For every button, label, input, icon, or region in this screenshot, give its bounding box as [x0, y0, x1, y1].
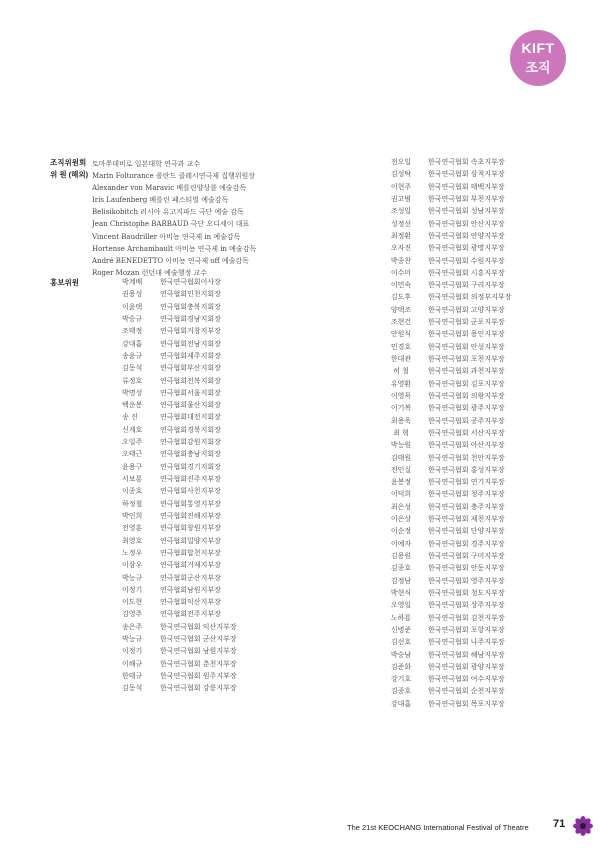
member-name: 민경호: [390, 342, 412, 351]
member-name: 박종찬: [390, 256, 412, 265]
member-name: 김종호: [390, 687, 412, 696]
member-role: 한국연극협회 공주지부장: [428, 416, 505, 425]
section-label-committee: 조직위원회: [50, 158, 87, 167]
member-name: 권용성: [122, 290, 143, 299]
member-role: 한국연극협회 포천지부장: [428, 355, 505, 363]
member-role: 한국연극협회이사장: [160, 278, 221, 286]
kift-badge: [510, 30, 566, 86]
member-role: 한국연극협회 남원지부장: [160, 647, 237, 656]
member-role: 한국연극협회 충주지부장: [428, 502, 505, 511]
member-role: 한국연극협회 김천지부장: [428, 613, 505, 622]
member-name: 한태규: [122, 672, 143, 680]
member-name: 권고범: [390, 194, 412, 203]
badge-title: KIFT: [521, 40, 555, 56]
member-role: 연극협회사천지부장: [160, 487, 221, 496]
member-role: 한국연극협회 천안지부장: [428, 453, 505, 462]
member-name: 이삼우: [122, 561, 143, 570]
member-name: 송은주: [122, 622, 143, 631]
member-role: 연극협회강원지회장: [160, 438, 221, 447]
member-name: 이순정: [390, 527, 412, 536]
member-role: 한국연극협회 연기지부장: [428, 478, 505, 487]
member-name: 전영훈: [122, 524, 143, 533]
member-role: 연극협회익산지부장: [160, 598, 221, 607]
member-role: 한국연극협회 목포지부장: [428, 699, 505, 708]
member-name: 박계배: [122, 278, 143, 286]
member-name: 이정기: [122, 585, 143, 594]
left-promo-roles: [160, 276, 237, 695]
member-role: 연극협회서울지회장: [160, 388, 221, 397]
section-label-promotion: 홍보위원: [50, 278, 79, 287]
member-name: 강대흡: [390, 699, 412, 708]
member-role: 한국연극협회 홍성지부장: [428, 465, 505, 474]
member-role: 연극협회인천지회장: [160, 290, 221, 299]
member-role: 연극협회거제지부장: [160, 561, 221, 570]
member-name: 양택조: [390, 305, 412, 314]
member-name: 박능규: [122, 635, 143, 644]
member-name: 오태근: [122, 450, 143, 459]
member-name: 조성일: [390, 207, 412, 216]
member-name: 오자진: [390, 244, 412, 253]
member-name: 허 철: [393, 367, 409, 376]
member-name: 조태정: [122, 327, 143, 336]
member-role: 연극협회전남지회장: [160, 339, 221, 348]
member-role: 한국연극협회 구리지부장: [428, 281, 505, 290]
member-name: 성정선: [390, 219, 412, 228]
badge-subtitle: 조직: [525, 60, 551, 75]
member-name: 오영일: [390, 601, 412, 610]
right-promo-names: [381, 156, 421, 710]
member-role: 한국연극협회 포항지부장: [428, 625, 505, 634]
member-role: 연극협회대전지회장: [160, 413, 221, 422]
member-role: 한국연극협회 해남지부장: [428, 650, 505, 659]
member-name: 이정기: [122, 647, 143, 656]
member-role: 한국연극협회 서산지부장: [428, 428, 505, 437]
member-role: 연극협회전주지부장: [160, 610, 221, 619]
member-role: 한국연극협회 단양지부장: [428, 527, 505, 536]
member-name: 최정환: [390, 231, 412, 240]
member-name: 조현건: [390, 318, 412, 327]
member-role: 한국연극협회 수원지부장: [428, 256, 505, 265]
international-member-row: Belisikobitch 러시아 유고지파드 극단 예술 감독: [92, 208, 244, 217]
member-role: 한국연극협회 순천지부장: [428, 687, 505, 696]
member-role: 한국연극협회 태백지부장: [428, 182, 505, 191]
member-role: 한국연극협회 춘천지부장: [160, 659, 237, 668]
member-name: 이영묵: [390, 391, 412, 400]
member-role: 한국연극협회 영주지부장: [428, 576, 505, 585]
member-name: 이수미: [390, 268, 412, 277]
member-role: 한국연극협회 광주지부장: [428, 404, 505, 413]
member-name: 송윤규: [122, 351, 143, 360]
member-role: 한국연극협회 안동지부장: [428, 564, 505, 573]
member-role: 연극협회경남지회장: [160, 314, 221, 323]
member-name: 안원식: [390, 330, 412, 339]
international-member-row: André BENEDETTO 아비뇽 연극제 off 예술감독: [92, 256, 249, 265]
member-name: 김정남: [390, 576, 412, 585]
member-role: 한국연극협회 강릉지부장: [160, 684, 237, 693]
member-name: 김동석: [122, 364, 143, 373]
member-name: 노정우: [122, 548, 143, 557]
member-name: 이윤택: [122, 302, 143, 311]
member-role: 한국연극협회 청도지부장: [428, 588, 505, 597]
member-role: 한국연극협회 광명지부장: [428, 244, 505, 253]
member-role: 연극협회진해지부장: [160, 511, 221, 520]
member-name: 전오일: [390, 158, 412, 166]
international-member-row: 토마쭈데비로 일본대학 연극과 교수: [92, 160, 201, 168]
member-name: 최은성: [390, 502, 412, 511]
member-role: 한국연극협회 경주지부장: [428, 539, 505, 548]
member-role: 한국연극협회 의왕지부장: [428, 391, 505, 400]
member-role: 연극협회제주지회장: [160, 351, 221, 360]
international-member-row: Jean Christophe BARBAUD 극단 오디세이 대표: [92, 220, 250, 229]
member-role: 한국연극협회 안양지부장: [428, 231, 505, 240]
member-name: 윤봉정: [390, 478, 412, 487]
member-name: 이덕희: [390, 490, 412, 499]
member-role: 한국연극협회 시흥지부장: [428, 268, 505, 277]
member-name: 백운봉: [122, 401, 143, 410]
member-name: 박능규: [122, 573, 143, 582]
member-role: 연극협회전북지회장: [160, 376, 221, 385]
international-member-row: Iris Laufenberg 베를린 페스티벌 예술감독: [92, 196, 229, 205]
member-name: 신계호: [122, 425, 143, 434]
member-role: 연극협회경기지회장: [160, 462, 221, 471]
member-role: 한국연극협회 군산지부장: [160, 635, 237, 644]
member-role: 연극협회울산지회장: [160, 401, 221, 410]
right-promo-roles: [428, 156, 511, 710]
member-role: 한국연극협회 청주지부장: [428, 490, 505, 499]
member-name: 박승규: [122, 314, 143, 323]
member-role: 한국연극협회 고양지부장: [428, 305, 505, 314]
member-name: 강기호: [390, 675, 412, 684]
member-role: 한국연극협회 익산지부장: [160, 622, 237, 631]
member-name: 최 혁: [393, 428, 409, 437]
member-name: 전인실: [390, 465, 412, 474]
member-role: 한국연극협회 군포지부장: [428, 318, 505, 327]
member-role: 연극협회충북지회장: [160, 302, 221, 311]
member-role: 연극협회합천지부장: [160, 548, 221, 557]
member-role: 연극협회통영지부장: [160, 499, 221, 508]
international-members-list: [92, 158, 256, 279]
member-role: 한국연극협회 원주지부장: [160, 672, 237, 680]
member-name: 박현식: [390, 588, 412, 597]
member-name: 박능원: [390, 441, 412, 450]
member-role: 한국연극협회 김포지부장: [428, 379, 505, 388]
member-name: 유영환: [390, 379, 412, 388]
footer-festival-title: The 21st KEOCHANG International Festival of Theatre: [347, 823, 529, 832]
member-name: 최영호: [122, 536, 143, 545]
member-role: 한국연극협회 용인지부장: [428, 330, 505, 339]
member-role: 한국연극협회 나주지부장: [428, 638, 505, 647]
member-name: 김태원: [390, 453, 412, 462]
flower-icon: [573, 816, 593, 836]
international-member-row: Hortense Archambault 아비뇽 연극제 in 예술감독: [92, 244, 257, 253]
member-role: 한국연극협회 상주지부장: [428, 601, 505, 610]
member-role: 한국연극협회 의정부지부장: [428, 293, 512, 302]
member-role: 한국연극협회 제천지부장: [428, 515, 505, 524]
section-label-international: 위 원 (해외): [50, 170, 89, 179]
member-role: 한국연극협회 구미지부장: [428, 552, 505, 560]
member-name: 김성탁: [390, 170, 412, 179]
member-name: 김도후: [390, 293, 412, 302]
member-name: 노하룡: [390, 613, 412, 622]
member-role: 연극협회창원지부장: [160, 524, 221, 533]
member-role: 한국연극협회 안산지부장: [428, 219, 505, 228]
member-name: 김종호: [390, 564, 412, 573]
international-member-row: Roger Mozan 런던대 예술행정 교수: [92, 268, 207, 277]
member-name: 강대흡: [122, 339, 143, 348]
member-role: 한국연극협회 삼척지부장: [428, 170, 505, 179]
member-name: 김영주: [122, 610, 143, 619]
member-role: 한국연극협회 아산지부장: [428, 441, 505, 450]
member-role: 한국연극협회 여수지부장: [428, 675, 505, 684]
member-name: 박인희: [122, 511, 143, 520]
member-role: 한국연극협회 부천지부장: [428, 194, 505, 203]
member-role: 한국연극협회 안성지부장: [428, 342, 505, 351]
member-name: 김선호: [390, 638, 412, 647]
member-name: 김용원: [390, 552, 412, 560]
member-name: 이도현: [122, 598, 143, 607]
member-role: 연극협회군산지부장: [160, 573, 221, 582]
member-name: 류정호: [122, 376, 143, 385]
international-member-row: Alexander von Maravic 베를린양상블 예술감독: [92, 184, 247, 193]
member-name: 이현주: [390, 182, 412, 191]
member-name: 이민숙: [390, 281, 412, 290]
member-role: 연극협회밀양지부장: [160, 536, 221, 545]
member-name: 최용욱: [390, 416, 412, 425]
member-role: 연극협회남원지부장: [160, 585, 221, 594]
member-name: 이종호: [122, 487, 143, 496]
member-name: 이해규: [122, 659, 143, 668]
member-role: 한국연극협회 광양지부장: [428, 662, 505, 671]
international-member-row: Marin Foltorance 폴란드 클레시연극제 집행위원장: [92, 172, 256, 181]
member-name: 오일주: [122, 438, 143, 447]
left-promo-names: [122, 276, 142, 695]
member-name: 신병준: [390, 625, 412, 634]
member-name: 박명성: [122, 388, 143, 397]
member-role: 연극협회충남지회장: [160, 450, 221, 459]
member-name: 윤용구: [122, 462, 143, 471]
member-role: 한국연극협회 과천지부장: [428, 367, 505, 376]
member-role: 연극협회진주지부장: [160, 475, 221, 483]
member-role: 연극협회거창지부장: [160, 327, 221, 336]
member-name: 김준화: [390, 662, 412, 671]
member-name: 이은상: [390, 515, 412, 524]
member-name: 하정철: [122, 499, 143, 508]
member-name: 한대관: [390, 355, 412, 363]
member-role: 한국연극협회 속초지부장: [428, 158, 505, 166]
member-name: 서보룡: [122, 475, 143, 483]
page-number: 71: [553, 818, 566, 830]
member-role: 연극협회경북지회장: [160, 425, 221, 434]
member-name: 박승남: [390, 650, 412, 659]
member-name: 김동석: [122, 684, 143, 693]
member-name: 송 진: [122, 413, 138, 422]
member-role: 한국연극협회 성남지부장: [428, 207, 505, 216]
member-name: 이기복: [390, 404, 412, 413]
international-member-row: Vincent Baudriller 아비뇽 연극제 in 예술감독: [92, 232, 241, 241]
member-role: 연극협회부산지회장: [160, 364, 221, 373]
member-name: 이예자: [390, 539, 412, 548]
